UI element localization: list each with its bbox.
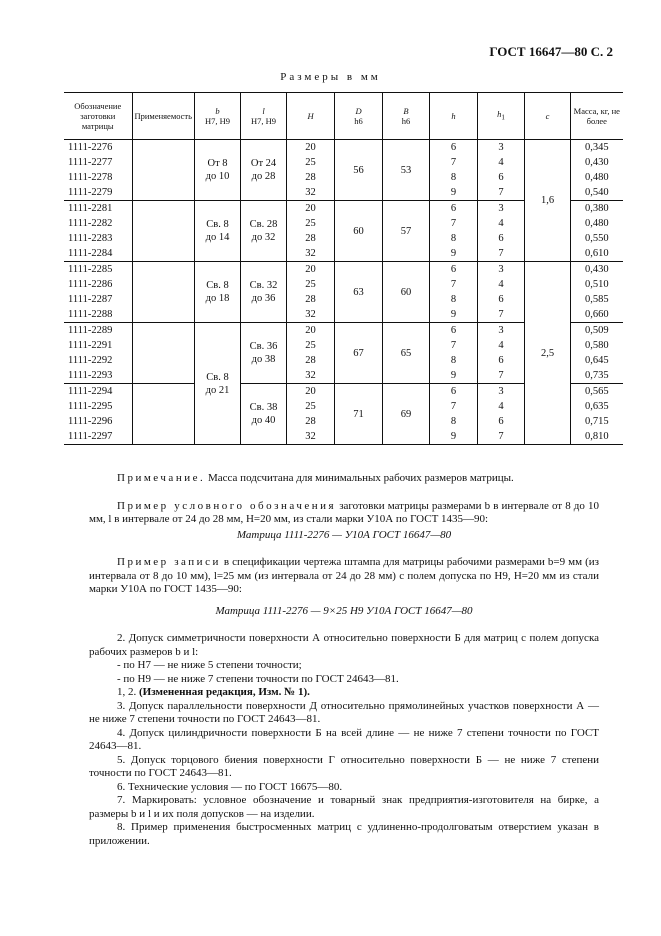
h1-cell: 6 bbox=[478, 170, 525, 185]
mass-cell: 0,380 bbox=[571, 201, 623, 217]
applicability-cell bbox=[132, 262, 195, 323]
h1-cell: 6 bbox=[478, 353, 525, 368]
designation-cell: 1111-2295 bbox=[64, 399, 132, 414]
mass-cell: 0,635 bbox=[571, 399, 623, 414]
b-range-cell bbox=[195, 201, 241, 262]
h-cell: 8 bbox=[430, 353, 478, 368]
h-cell: 9 bbox=[430, 368, 478, 384]
h-cell: 8 bbox=[430, 292, 478, 307]
b-range-cell-line1: Св. 8 bbox=[206, 371, 229, 383]
l-range-cell-line1: Св. 36 bbox=[249, 341, 278, 352]
applicability-cell bbox=[132, 201, 195, 262]
mass-cell: 0,345 bbox=[571, 140, 623, 156]
l-range-cell-line1: От 24 bbox=[250, 158, 277, 169]
h-cell: 7 bbox=[430, 277, 478, 292]
l-range-cell-line1: Св. 28 bbox=[249, 219, 278, 230]
mass-cell: 0,565 bbox=[571, 384, 623, 400]
H-cell: 20 bbox=[287, 262, 335, 278]
example2-text: в спецификации чертежа штампа для матрицы рабочими размерами b=9 мм (из интервала от 8 до 10 мм), l=25 мм (из интервала от 24 до 28 мм) с полем допуска по H9, H=20 мм из стали марки У10А по ГОСТ 1435—90: bbox=[89, 556, 599, 595]
h1-cell: 7 bbox=[478, 307, 525, 323]
header-b: b H7, H9 bbox=[195, 93, 241, 140]
example2-lead: Пример записи bbox=[117, 556, 221, 568]
H-cell: 28 bbox=[287, 292, 335, 307]
H-cell: 25 bbox=[287, 338, 335, 353]
h1-cell: 6 bbox=[478, 231, 525, 246]
mass-cell: 0,660 bbox=[571, 307, 623, 323]
h-cell: 8 bbox=[430, 170, 478, 185]
l-range-cell bbox=[241, 262, 287, 323]
H-cell: 20 bbox=[287, 201, 335, 217]
l-range-cell-line2: до 38 bbox=[251, 354, 276, 365]
h-cell: 6 bbox=[430, 323, 478, 339]
designation-cell: 1111-2283 bbox=[64, 231, 132, 246]
paragraph-3: 3. Допуск параллельности поверхности Д относительно прямолинейных участков поверхности А — не ниже 7 степени точности по ГОСТ 24643—81. bbox=[89, 699, 599, 725]
l-range-cell-line1: Св. 32 bbox=[249, 280, 278, 291]
B-cell: 60 bbox=[383, 262, 430, 323]
H-cell: 32 bbox=[287, 429, 335, 445]
example1-text: заготовки матрицы размерами b в интервале от 8 до 10 мм, l в интервале от 24 до 28 мм, H=20 мм, из стали марки У10А по ГОСТ 1435—90: bbox=[89, 499, 599, 525]
header-applicability: Применяемость bbox=[132, 93, 195, 140]
designation-cell: 1111-2291 bbox=[64, 338, 132, 353]
mass-cell: 0,610 bbox=[571, 246, 623, 262]
h1-cell: 4 bbox=[478, 277, 525, 292]
paragraph-7: 7. Маркировать: условное обозначение и товарный знак предприятия-изготовителя на бирке, а размеры b и l и их поля допусков — на изделии. bbox=[89, 794, 599, 820]
H-cell: 25 bbox=[287, 399, 335, 414]
mass-cell: 0,540 bbox=[571, 185, 623, 201]
H-cell: 28 bbox=[287, 231, 335, 246]
designation-cell: 1111-2293 bbox=[64, 368, 132, 384]
h1-cell: 3 bbox=[478, 262, 525, 278]
page-header: ГОСТ 16647—80 С. 2 bbox=[489, 44, 613, 59]
b-range-cell-line2: до 21 bbox=[205, 384, 230, 396]
designation-cell: 1111-2289 bbox=[64, 323, 132, 339]
mass-cell: 0,810 bbox=[571, 429, 623, 445]
b-range-cell-line1: Св. 8 bbox=[206, 280, 229, 291]
H-cell: 25 bbox=[287, 277, 335, 292]
h1-cell: 3 bbox=[478, 201, 525, 217]
mass-cell: 0,480 bbox=[571, 216, 623, 231]
h-cell: 7 bbox=[430, 216, 478, 231]
H-cell: 20 bbox=[287, 140, 335, 156]
mass-cell: 0,735 bbox=[571, 368, 623, 384]
h-cell: 6 bbox=[430, 140, 478, 156]
H-cell: 28 bbox=[287, 170, 335, 185]
B-cell: 57 bbox=[383, 201, 430, 262]
mass-cell: 0,509 bbox=[571, 323, 623, 339]
h-cell: 6 bbox=[430, 201, 478, 217]
header-mass: Масса, кг, не более bbox=[571, 93, 623, 140]
h-cell: 7 bbox=[430, 338, 478, 353]
mass-cell: 0,430 bbox=[571, 155, 623, 170]
H-cell: 25 bbox=[287, 216, 335, 231]
c-cell: 1,6 bbox=[525, 140, 571, 262]
h1-cell: 3 bbox=[478, 323, 525, 339]
header-designation: Обозначение заготовки матрицы bbox=[64, 93, 132, 140]
b-range-cell-line1: От 8 bbox=[207, 158, 228, 169]
header-l: l H7, H9 bbox=[241, 93, 287, 140]
example2-formula: Матрица 1111-2276 — 9×25 H9 У10А ГОСТ 16647—80 bbox=[215, 604, 473, 617]
h1-cell: 3 bbox=[478, 140, 525, 156]
b-range-cell-line2: до 18 bbox=[205, 293, 230, 304]
h1-cell: 4 bbox=[478, 155, 525, 170]
D-cell: 63 bbox=[335, 262, 383, 323]
b-range-cell bbox=[195, 323, 241, 445]
designation-cell: 1111-2281 bbox=[64, 201, 132, 217]
note bbox=[89, 472, 599, 486]
h1-cell: 7 bbox=[478, 429, 525, 445]
paragraph-2a: - по H7 — не ниже 5 степени точности; bbox=[117, 659, 302, 671]
header-H: H bbox=[287, 93, 335, 140]
header-D: D h6 bbox=[335, 93, 383, 140]
designation-cell: 1111-2276 bbox=[64, 140, 132, 156]
b-range-cell-line2: до 10 bbox=[205, 171, 230, 182]
revision-prefix: 1, 2. bbox=[117, 686, 137, 698]
h-cell: 6 bbox=[430, 262, 478, 278]
D-cell: 71 bbox=[335, 384, 383, 445]
mass-cell: 0,585 bbox=[571, 292, 623, 307]
B-cell: 69 bbox=[383, 384, 430, 445]
l-range-cell bbox=[241, 323, 287, 384]
h1-cell: 3 bbox=[478, 384, 525, 400]
B-cell: 65 bbox=[383, 323, 430, 384]
h-cell: 8 bbox=[430, 414, 478, 429]
h1-cell: 4 bbox=[478, 399, 525, 414]
h1-cell: 6 bbox=[478, 292, 525, 307]
dimensions-table bbox=[64, 92, 623, 445]
revision-bold: (Измененная редакция, Изм. № 1). bbox=[139, 686, 310, 698]
table-row bbox=[64, 262, 623, 278]
b-range-cell-line1: Св. 8 bbox=[206, 219, 229, 230]
table-header-row bbox=[64, 93, 623, 140]
note-text: Масса подсчитана для минимальных рабочих размеров матрицы. bbox=[207, 472, 514, 484]
D-cell: 60 bbox=[335, 201, 383, 262]
paragraph-4: 4. Допуск цилиндричности поверхности Б на всей длине — не ниже 7 степени точности по ГОСТ 24643—81. bbox=[89, 726, 599, 752]
designation-cell: 1111-2286 bbox=[64, 277, 132, 292]
mass-cell: 0,580 bbox=[571, 338, 623, 353]
l-range-cell-line2: до 40 bbox=[251, 415, 276, 426]
example1 bbox=[89, 500, 599, 527]
H-cell: 28 bbox=[287, 414, 335, 429]
designation-cell: 1111-2297 bbox=[64, 429, 132, 445]
H-cell: 28 bbox=[287, 353, 335, 368]
paragraph-2b: - по H9 — не ниже 7 степени точности по ГОСТ 24643—81. bbox=[117, 672, 399, 685]
designation-cell: 1111-2294 bbox=[64, 384, 132, 400]
designation-cell: 1111-2296 bbox=[64, 414, 132, 429]
H-cell: 20 bbox=[287, 384, 335, 400]
l-range-cell-line2: до 36 bbox=[251, 293, 276, 304]
l-range-cell bbox=[241, 201, 287, 262]
h1-cell: 4 bbox=[478, 216, 525, 231]
b-range-cell bbox=[195, 140, 241, 201]
designation-cell: 1111-2287 bbox=[64, 292, 132, 307]
h-cell: 9 bbox=[430, 307, 478, 323]
mass-cell: 0,550 bbox=[571, 231, 623, 246]
H-cell: 32 bbox=[287, 307, 335, 323]
header-h1: $h_1$ bbox=[478, 93, 525, 140]
mass-cell: 0,480 bbox=[571, 170, 623, 185]
paragraph-5: 5. Допуск торцового биения поверхности Г относительно поверхности Б — не ниже 7 степени точности по ГОСТ 24643—81. bbox=[89, 753, 599, 779]
h-cell: 9 bbox=[430, 185, 478, 201]
applicability-cell bbox=[132, 384, 195, 445]
h-cell: 9 bbox=[430, 246, 478, 262]
designation-cell: 1111-2292 bbox=[64, 353, 132, 368]
h-cell: 8 bbox=[430, 231, 478, 246]
designation-cell: 1111-2282 bbox=[64, 216, 132, 231]
paragraph-8: 8. Пример применения быстросменных матриц с удлиненно-продолговатым отверстием указан в приложении. bbox=[89, 821, 599, 847]
table-caption: Размеры в мм bbox=[280, 71, 381, 83]
h-cell: 9 bbox=[430, 429, 478, 445]
l-range-cell-line2: до 32 bbox=[251, 232, 276, 243]
l-range-cell-line1: Св. 38 bbox=[249, 402, 278, 413]
B-cell: 53 bbox=[383, 140, 430, 201]
designation-cell: 1111-2279 bbox=[64, 185, 132, 201]
header-B: B h6 bbox=[383, 93, 430, 140]
example2 bbox=[89, 556, 599, 597]
revision-note bbox=[89, 686, 599, 700]
header-c: c bbox=[525, 93, 571, 140]
designation-cell: 1111-2278 bbox=[64, 170, 132, 185]
H-cell: 32 bbox=[287, 246, 335, 262]
h1-cell: 4 bbox=[478, 338, 525, 353]
paragraph-2: 2. Допуск симметричности поверхности А относительно поверхности Б для матриц с полем допуска рабочих размеров b и l: bbox=[89, 632, 599, 658]
h-cell: 6 bbox=[430, 384, 478, 400]
example1-lead: Пример условного обозначения bbox=[117, 499, 337, 512]
note-label: Примечание. bbox=[117, 472, 206, 484]
mass-cell: 0,430 bbox=[571, 262, 623, 278]
mass-cell: 0,510 bbox=[571, 277, 623, 292]
example1-formula: Матрица 1111-2276 — У10А ГОСТ 16647—80 bbox=[236, 528, 452, 541]
D-cell: 56 bbox=[335, 140, 383, 201]
H-cell: 25 bbox=[287, 155, 335, 170]
designation-cell: 1111-2288 bbox=[64, 307, 132, 323]
mass-cell: 0,645 bbox=[571, 353, 623, 368]
b-range-cell bbox=[195, 262, 241, 323]
h1-cell: 7 bbox=[478, 368, 525, 384]
l-range-cell bbox=[241, 140, 287, 201]
mass-cell: 0,715 bbox=[571, 414, 623, 429]
h-cell: 7 bbox=[430, 155, 478, 170]
H-cell: 32 bbox=[287, 185, 335, 201]
H-cell: 20 bbox=[287, 323, 335, 339]
applicability-cell bbox=[132, 140, 195, 201]
header-h: h bbox=[430, 93, 478, 140]
designation-cell: 1111-2277 bbox=[64, 155, 132, 170]
H-cell: 32 bbox=[287, 368, 335, 384]
c-cell: 2,5 bbox=[525, 262, 571, 445]
h1-cell: 7 bbox=[478, 185, 525, 201]
designation-cell: 1111-2284 bbox=[64, 246, 132, 262]
text-block bbox=[89, 472, 599, 848]
D-cell: 67 bbox=[335, 323, 383, 384]
table-row bbox=[64, 140, 623, 156]
h1-cell: 7 bbox=[478, 246, 525, 262]
l-range-cell-line2: до 28 bbox=[251, 171, 276, 182]
paragraph-6: 6. Технические условия — по ГОСТ 16675—80. bbox=[117, 780, 343, 793]
h1-cell: 6 bbox=[478, 414, 525, 429]
h-cell: 7 bbox=[430, 399, 478, 414]
b-range-cell-line2: до 14 bbox=[205, 232, 230, 243]
applicability-cell bbox=[132, 323, 195, 384]
l-range-cell bbox=[241, 384, 287, 445]
designation-cell: 1111-2285 bbox=[64, 262, 132, 278]
